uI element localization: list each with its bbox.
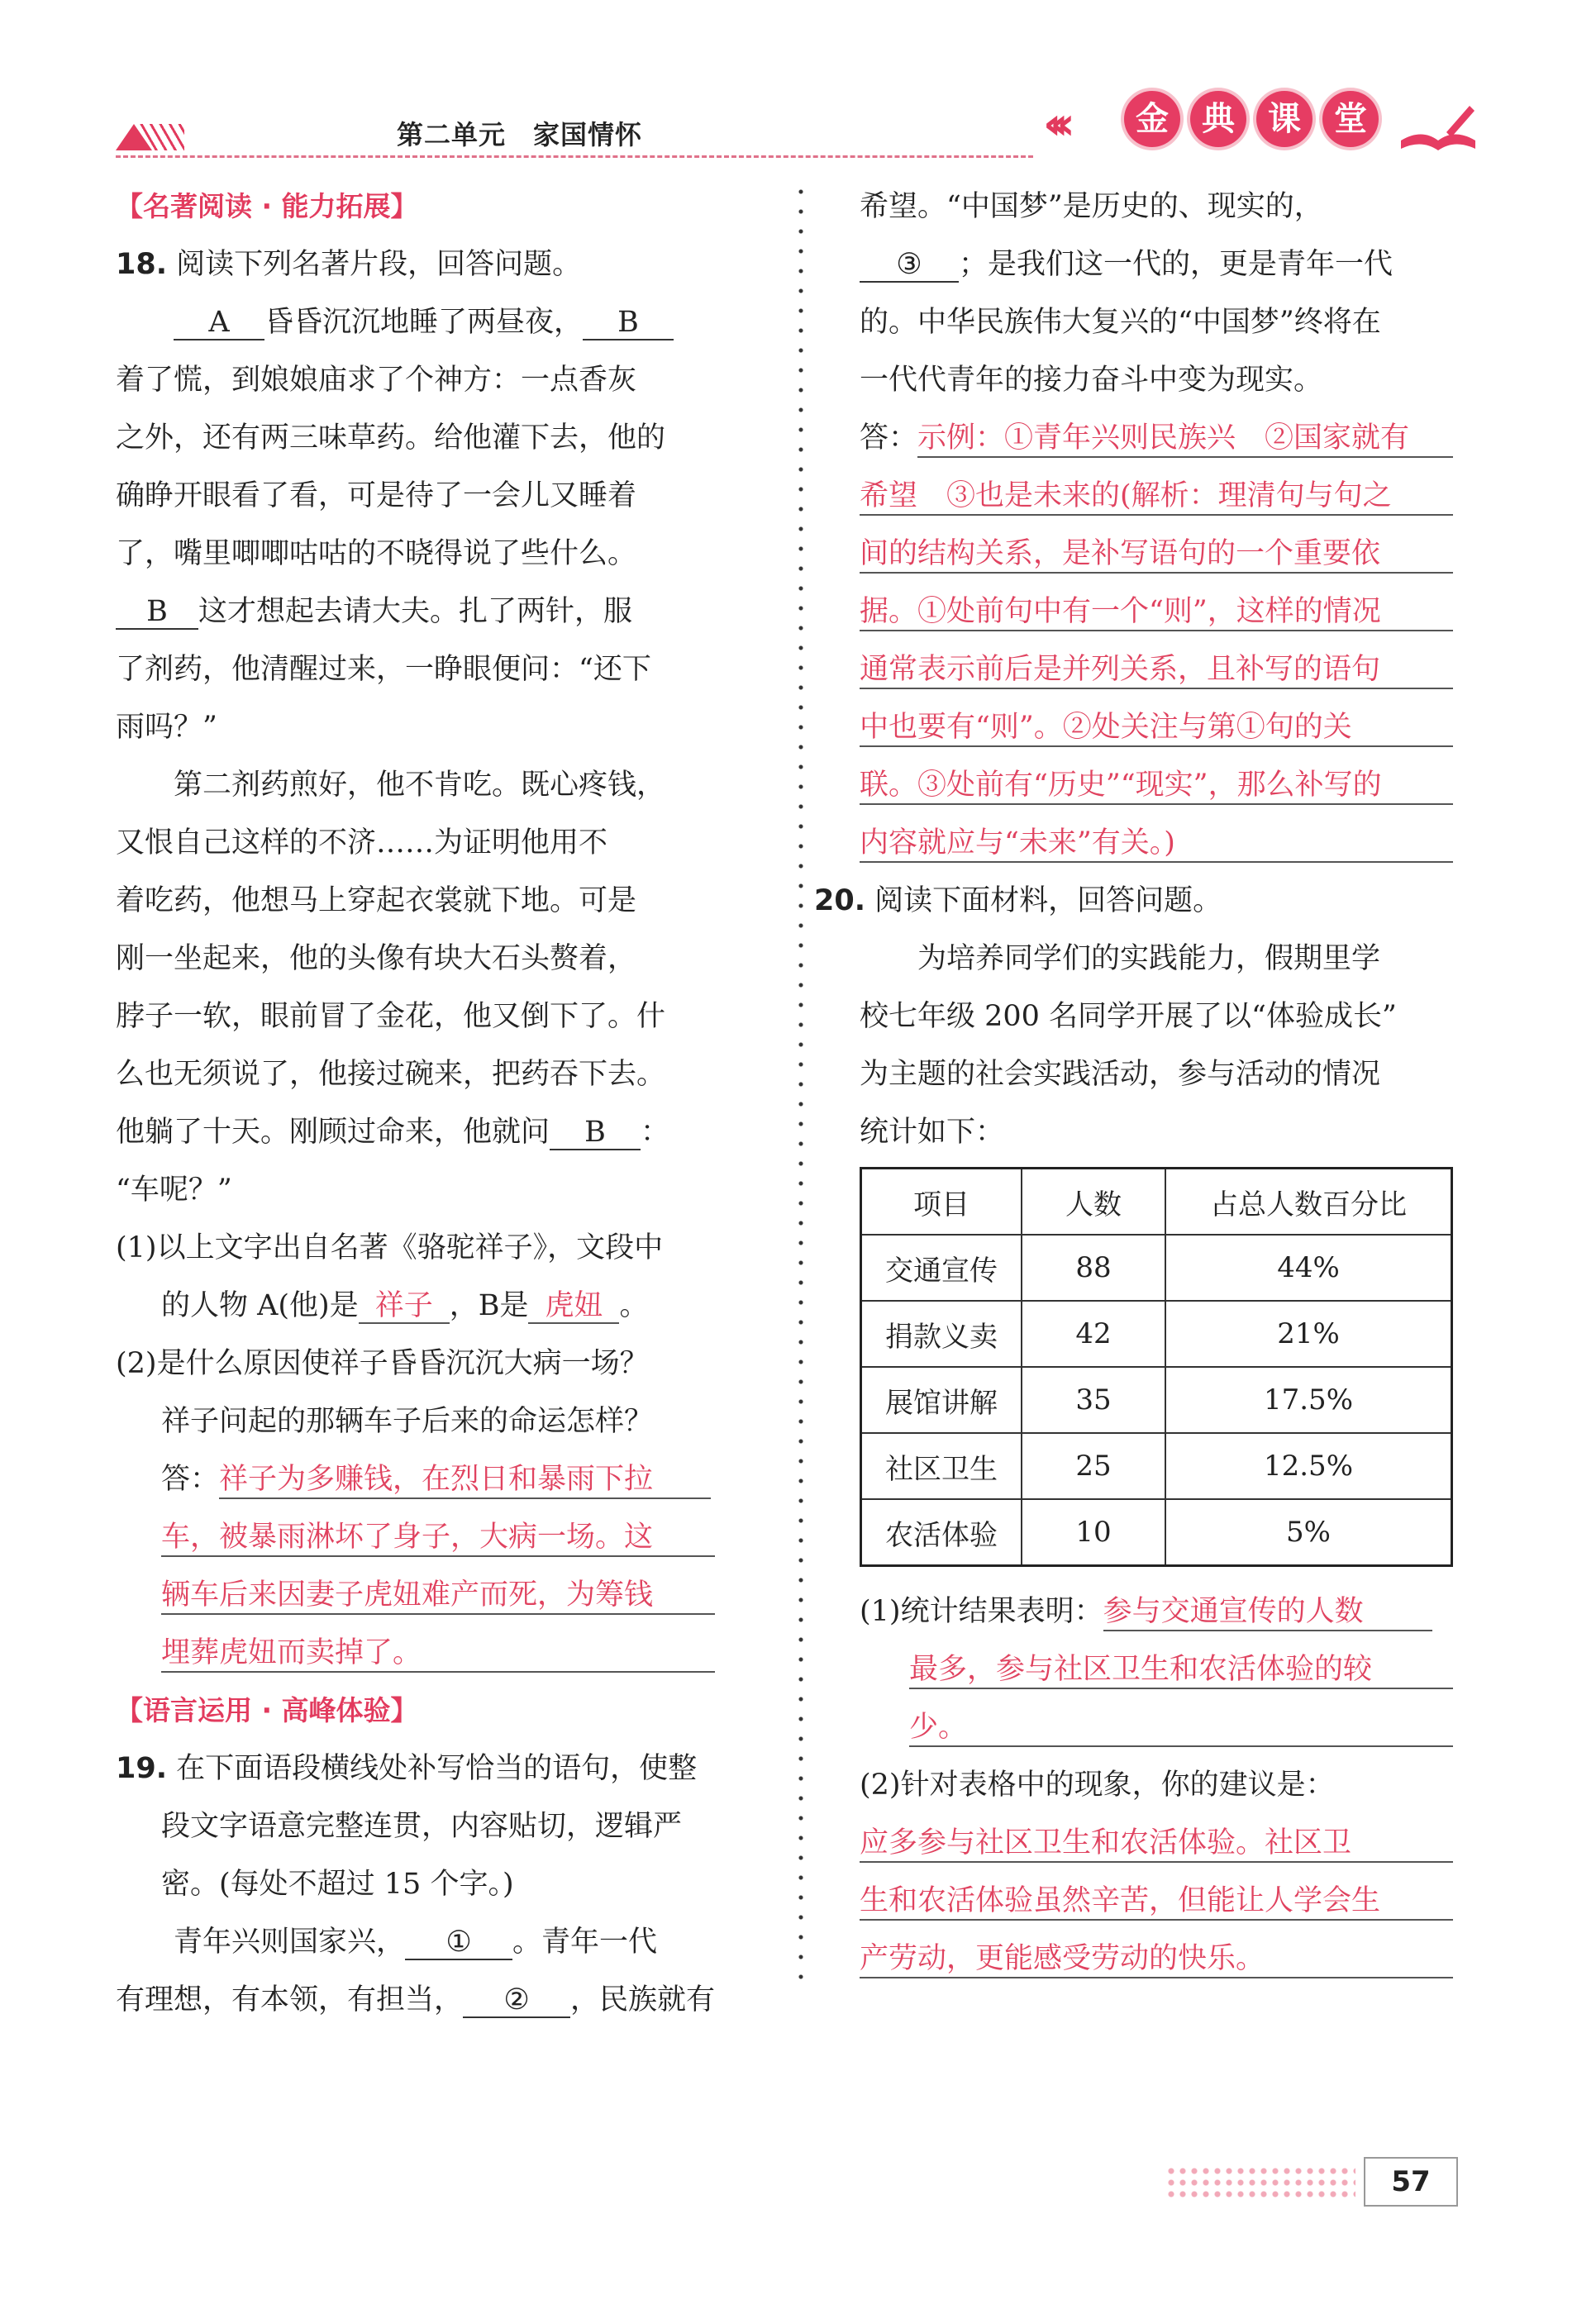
- page-number: 57: [1364, 2157, 1458, 2207]
- table-row: [861, 1433, 1452, 1499]
- passage-line: 又恨自己这样的不济……为证明他用不: [116, 826, 608, 859]
- q19-number: 19.: [116, 1752, 168, 1785]
- q18-title: 阅读下列名著片段，回答问题。: [176, 248, 582, 281]
- brand-char: 堂: [1322, 91, 1379, 147]
- answer-line: 生和农活体验虽然辛苦，但能让人学会生: [860, 1883, 1453, 1921]
- brand-char: 金: [1124, 91, 1180, 147]
- answer-line: 中也要有“则”。②处关注与第①句的关: [860, 709, 1453, 747]
- q19-passage: 有理想，有本领，有担当，: [116, 1983, 464, 2016]
- answer-prefix: 答：: [161, 1463, 220, 1496]
- passage-line: 刚一坐起来，他的头像有块大石头赘着，: [116, 942, 637, 975]
- q20-title: 阅读下面材料，回答问题。: [874, 884, 1222, 917]
- answer-prefix: 答：: [860, 421, 918, 455]
- answer-a: 祥子: [359, 1289, 450, 1324]
- footer-dots-decoration: [1165, 2165, 1355, 2198]
- table-cell: 21%: [1165, 1301, 1452, 1367]
- q19-passage: ，民族就有: [570, 1983, 716, 2016]
- passage-text: 昏昏沉沉地睡了两昼夜，: [264, 306, 584, 339]
- sub-question-1-text: ，B是: [449, 1289, 529, 1322]
- passage-line: 了，嘴里唧唧咕咕的不晓得说了些什么。: [116, 537, 637, 570]
- passage-line: 之外，还有两三味草药。给他灌下去，他的: [116, 421, 666, 455]
- table-cell: 88: [1022, 1235, 1165, 1301]
- passage-text: 他躺了十天。刚顾过命来，他就问: [116, 1116, 550, 1149]
- answer-line: 参与交通宣传的人数: [1103, 1593, 1432, 1631]
- passage-line: 了剂药，他清醒过来，一睁眼便问：“还下: [116, 653, 651, 686]
- q19-passage: 的。中华民族伟大复兴的“中国梦”终将在: [860, 306, 1381, 339]
- q19-passage: 希望。“中国梦”是历史的、现实的，: [860, 190, 1323, 223]
- material-line: 校七年级 200 名同学开展了以“体验成长”: [860, 1000, 1397, 1033]
- material-line: 统计如下：: [860, 1116, 1005, 1149]
- answer-line: 据。①处前句中有一个“则”，这样的情况: [860, 593, 1453, 631]
- statistics-table: [860, 1167, 1453, 1567]
- answer-line: 车，被暴雨淋坏了身子，大病一场。这: [161, 1519, 715, 1557]
- blank-2: ②: [463, 1983, 570, 2018]
- table-cell: 25: [1022, 1433, 1165, 1499]
- sub-question-1-text: 的人物 A(他)是: [161, 1289, 359, 1322]
- sub-question-2: (2)是什么原因使祥子昏昏沉沉大病一场？: [116, 1347, 649, 1380]
- answer-line: 通常表示前后是并列关系，且补写的语句: [860, 651, 1453, 689]
- answer-line: 最多，参与社区卫生和农活体验的较: [909, 1651, 1453, 1689]
- table-row: [861, 1301, 1452, 1367]
- answer-line: 联。③处前有“历史”“现实”，那么补写的: [860, 767, 1453, 805]
- q19-passage: 一代代青年的接力奋斗中变为现实。: [860, 364, 1323, 397]
- q19-text: 段文字语意完整连贯，内容贴切，逻辑严: [161, 1810, 683, 1843]
- table-header-row: [861, 1169, 1452, 1236]
- blank-b: B: [583, 306, 674, 340]
- blank-3: ③: [860, 248, 959, 283]
- table-cell: 5%: [1165, 1499, 1452, 1566]
- passage-line: 雨吗？”: [116, 711, 217, 744]
- open-book-pen-icon: [1397, 99, 1479, 157]
- section-heading-reading: 【名著阅读 · 能力拓展】: [116, 190, 418, 222]
- answer-line: 示例：①青年兴则民族兴 ②国家就有: [917, 420, 1453, 458]
- brand-char: 课: [1256, 91, 1313, 147]
- table-cell: 35: [1022, 1367, 1165, 1433]
- table-cell: 17.5%: [1165, 1367, 1452, 1433]
- q19-passage: ；是我们这一代的，更是青年一代: [959, 248, 1394, 281]
- table-header: 人数: [1022, 1169, 1165, 1236]
- passage-line: 着吃药，他想马上穿起衣裳就下地。可是: [116, 884, 637, 917]
- passage-text: 这才想起去请大夫。扎了两针，服: [198, 595, 633, 628]
- sub-question-2: 祥子问起的那辆车子后来的命运怎样？: [161, 1405, 654, 1438]
- table-header: 项目: [861, 1169, 1022, 1236]
- table-cell: 12.5%: [1165, 1433, 1452, 1499]
- q19-text: 在下面语段横线处补写恰当的语句，使整: [176, 1752, 698, 1785]
- answer-line: 埋葬虎妞而卖掉了。: [161, 1635, 715, 1673]
- table-cell: 捐款义卖: [861, 1301, 1022, 1367]
- answer-line: 产劳动，更能感受劳动的快乐。: [860, 1940, 1453, 1978]
- header-stripes-decoration: [139, 124, 184, 150]
- sub-question-label: (1)统计结果表明：: [860, 1595, 1103, 1628]
- sub-question-1-text: 。: [619, 1289, 649, 1322]
- passage-line: 着了慌，到娘娘庙求了个神方：一点香灰: [116, 364, 637, 397]
- table-row: [861, 1499, 1452, 1566]
- answer-line: 希望 ③也是未来的(解析：理清句与句之: [860, 478, 1453, 516]
- blank-b: B: [550, 1116, 641, 1150]
- answer-b: 虎妞: [528, 1289, 619, 1324]
- table-cell: 42: [1022, 1301, 1165, 1367]
- table-cell: 44%: [1165, 1235, 1452, 1301]
- brand-char: 典: [1190, 91, 1246, 147]
- passage-line: “车呢？”: [116, 1174, 232, 1207]
- chevron-left-icon: ‹‹‹: [1043, 98, 1064, 150]
- blank-b: B: [116, 595, 198, 630]
- sub-question-label: (2)针对表格中的现象，你的建议是：: [860, 1769, 1335, 1802]
- unit-title: 第二单元 家国情怀: [397, 119, 643, 150]
- table-cell: 10: [1022, 1499, 1165, 1566]
- material-line: 为培养同学们的实践能力，假期里学: [917, 942, 1381, 975]
- answer-line: 内容就应与“未来”有关。): [860, 825, 1453, 863]
- table-cell: 社区卫生: [861, 1433, 1022, 1499]
- q18-number: 18.: [116, 248, 168, 281]
- passage-line: 么也无须说了，他接过碗来，把药吞下去。: [116, 1058, 666, 1091]
- table-row: [861, 1367, 1452, 1433]
- column-divider: [793, 182, 808, 1992]
- passage-text: ：: [641, 1116, 670, 1149]
- passage-line: 确睁开眼看了看，可是待了一会儿又睡着: [116, 479, 637, 512]
- passage-line: 脖子一软，眼前冒了金花，他又倒下了。什: [116, 1000, 666, 1033]
- table-cell: 农活体验: [861, 1499, 1022, 1566]
- table-cell: 展馆讲解: [861, 1367, 1022, 1433]
- q19-text: 密。(每处不超过 15 个字。): [161, 1868, 514, 1901]
- blank-1: ①: [405, 1926, 512, 1960]
- sub-question-1: (1)以上文字出自名著《骆驼祥子》，文段中: [116, 1231, 664, 1264]
- q19-passage: 。青年一代: [512, 1926, 658, 1959]
- q20-number: 20.: [814, 884, 866, 917]
- table-header: 占总人数百分比: [1165, 1169, 1452, 1236]
- material-line: 为主题的社会实践活动，参与活动的情况: [860, 1058, 1381, 1091]
- answer-line: 辆车后来因妻子虎妞难产而死，为筹钱: [161, 1577, 715, 1615]
- answer-line: 少。: [909, 1709, 1453, 1747]
- table-cell: 交通宣传: [861, 1235, 1022, 1301]
- answer-line: 间的结构关系，是补写语句的一个重要依: [860, 536, 1453, 574]
- section-heading-language: 【语言运用 · 高峰体验】: [116, 1694, 418, 1726]
- table-row: [861, 1235, 1452, 1301]
- passage-line: 第二剂药煎好，他不肯吃。既心疼钱，: [174, 769, 666, 802]
- answer-line: 应多参与社区卫生和农活体验。社区卫: [860, 1825, 1453, 1863]
- answer-line: 祥子为多赚钱，在烈日和暴雨下拉: [219, 1461, 711, 1499]
- q19-passage: 青年兴则国家兴，: [174, 1926, 406, 1959]
- header-divider: [116, 155, 1033, 158]
- blank-a: A: [174, 306, 264, 340]
